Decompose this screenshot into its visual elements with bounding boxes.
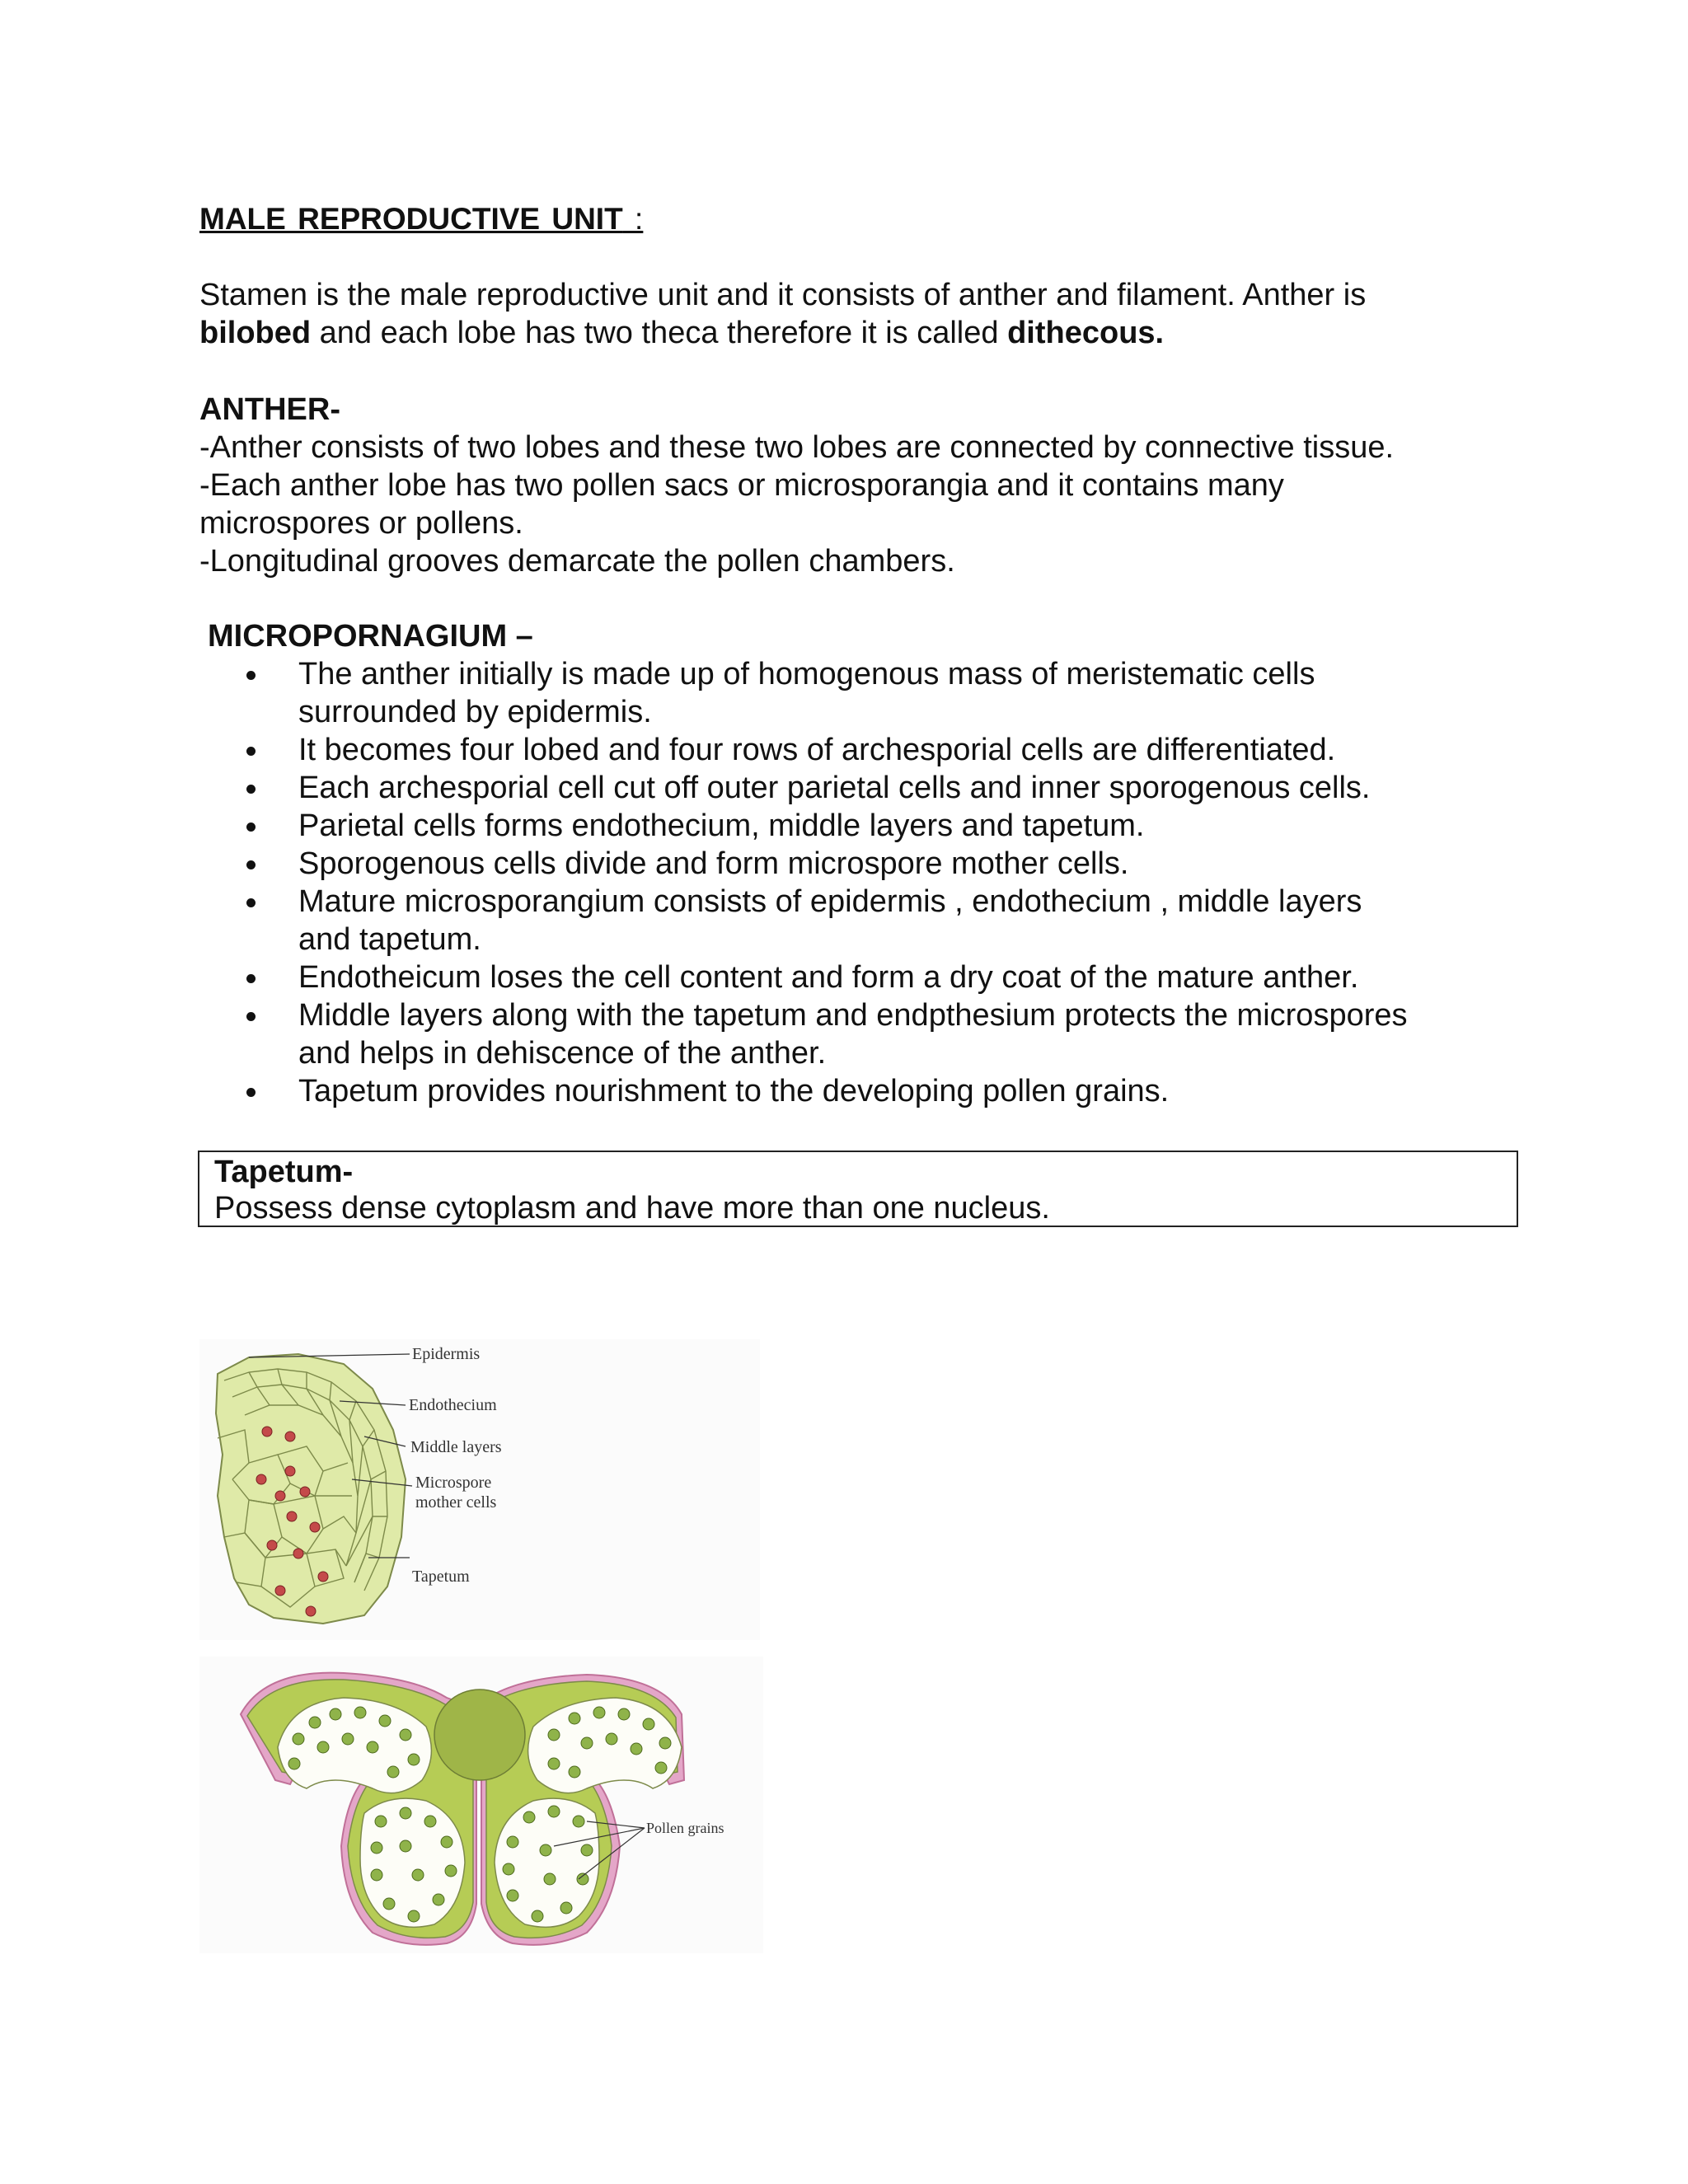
anther-line: -Longitudinal grooves demarcate the pollen chambers. xyxy=(199,544,955,579)
anther-line: -Anther consists of two lobes and these two lobes are connected by connective tissue. xyxy=(199,430,1395,465)
heading-colon: : xyxy=(622,202,644,236)
intro-line-2-text: and each lobe has two theca therefore it is called xyxy=(311,316,1008,350)
anther-line: -Each anther lobe has two pollen sacs or microsporangia and it contains many xyxy=(199,468,1284,503)
bullet-item: Tapetum provides nourishment to the developing pollen grains. xyxy=(199,1072,1408,1110)
anther-paragraph xyxy=(199,429,1394,580)
microsporangium-heading: MICROPORNAGIUM – xyxy=(208,619,533,654)
bullet-item: Endotheicum loses the cell content and form a dry coat of the mature anther. xyxy=(199,958,1408,996)
bullet-item: Mature microsporangium consists of epidermis , endothecium , middle layers and tapetum. xyxy=(199,883,1408,958)
bullet-dot-icon xyxy=(246,1012,256,1021)
term-bilobed: bilobed xyxy=(199,316,312,350)
bullet-item: Parietal cells forms endothecium, middle layers and tapetum. xyxy=(199,807,1408,845)
bullet-dot-icon xyxy=(246,747,256,756)
bullet-dot-icon xyxy=(246,898,256,907)
bullet-item: The anther initially is made up of homogenous mass of meristematic cells surrounded by epidermis. xyxy=(199,655,1408,731)
bullet-item: Sporogenous cells divide and form microspore mother cells. xyxy=(199,845,1408,883)
label-tapetum: Tapetum xyxy=(412,1568,470,1586)
label-epidermis: Epidermis xyxy=(412,1345,481,1363)
bullet-dot-icon xyxy=(246,860,256,869)
anther-section-illustration xyxy=(199,1657,763,1953)
bullet-item: Each archesporial cell cut off outer parietal cells and inner sporogenous cells. xyxy=(199,769,1408,807)
microsporangium-diagram xyxy=(199,1339,760,1640)
tapetum-note-title: Tapetum- xyxy=(214,1155,354,1189)
intro-paragraph xyxy=(199,276,1366,352)
bullet-item: It becomes four lobed and four rows of archesporial cells are differentiated. xyxy=(199,731,1408,769)
anther-heading: ANTHER- xyxy=(199,392,340,427)
term-dithecous: dithecous. xyxy=(1007,316,1165,350)
tapetum-note-text: Possess dense cytoplasm and have more than one nucleus. xyxy=(214,1191,1050,1226)
microsporangium-bullet-list xyxy=(199,655,1408,1110)
bullet-dot-icon xyxy=(246,823,256,832)
microsporangium-illustration xyxy=(199,1339,760,1640)
bullet-dot-icon xyxy=(246,785,256,794)
anther-line: microspores or pollens. xyxy=(199,506,523,541)
bullet-item: Middle layers along with the tapetum and endpthesium protects the microspores and helps in dehiscence of the anther. xyxy=(199,996,1408,1072)
section-heading xyxy=(199,200,643,238)
label-middle-layers: Middle layers xyxy=(410,1438,502,1456)
intro-line-1: Stamen is the male reproductive unit and it consists of anther and filament. Anther is xyxy=(199,278,1367,312)
intro-line-2 xyxy=(199,314,1366,352)
bullet-dot-icon xyxy=(246,1088,256,1097)
bullet-dot-icon xyxy=(246,671,256,680)
label-endothecium: Endothecium xyxy=(409,1396,497,1414)
label-mother-cells: mother cells xyxy=(415,1493,497,1511)
anther-section-diagram xyxy=(199,1657,763,1953)
bullet-dot-icon xyxy=(246,974,256,983)
label-pollen-grains: Pollen grains xyxy=(646,1820,724,1836)
heading-title: MALE REPRODUCTIVE UNIT xyxy=(199,202,623,236)
label-microspore: Microspore xyxy=(415,1474,492,1492)
tapetum-note-box xyxy=(198,1151,1518,1227)
